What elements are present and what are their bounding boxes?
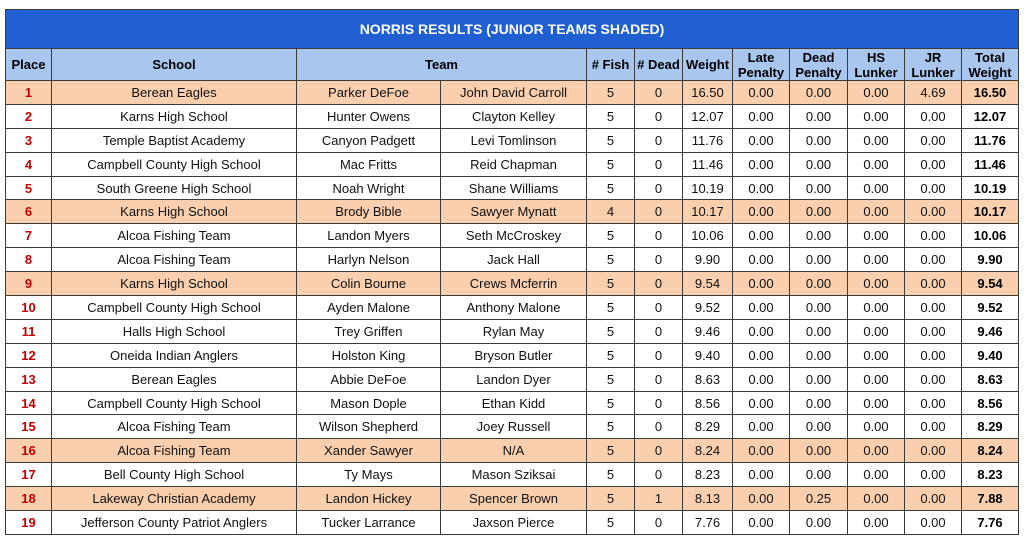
cell-dead-penalty: 0.00 [790, 272, 848, 296]
cell-angler-2: Shane Williams [441, 176, 587, 200]
cell-place: 17 [6, 463, 52, 487]
cell-weight: 9.52 [683, 296, 733, 320]
header-weight: Weight [683, 49, 733, 81]
cell-dead-penalty: 0.00 [790, 511, 848, 535]
cell-hs-lunker: 0.00 [848, 200, 905, 224]
cell-dead: 0 [635, 176, 683, 200]
cell-hs-lunker: 0.00 [848, 248, 905, 272]
cell-angler-2: Rylan May [441, 319, 587, 343]
cell-late-penalty: 0.00 [733, 415, 790, 439]
cell-angler-2: Sawyer Mynatt [441, 200, 587, 224]
cell-angler-2: John David Carroll [441, 81, 587, 105]
cell-dead-penalty: 0.00 [790, 439, 848, 463]
cell-hs-lunker: 0.00 [848, 224, 905, 248]
cell-fish: 5 [587, 272, 635, 296]
cell-hs-lunker: 0.00 [848, 511, 905, 535]
cell-weight: 8.29 [683, 415, 733, 439]
cell-dead-penalty: 0.00 [790, 415, 848, 439]
results-table [5, 9, 1019, 535]
table-row [6, 463, 1019, 487]
cell-school: Karns High School [52, 104, 297, 128]
cell-school: Oneida Indian Anglers [52, 343, 297, 367]
cell-fish: 5 [587, 224, 635, 248]
cell-school: Karns High School [52, 272, 297, 296]
cell-hs-lunker: 0.00 [848, 319, 905, 343]
cell-place: 19 [6, 511, 52, 535]
header-school: School [52, 49, 297, 81]
cell-late-penalty: 0.00 [733, 439, 790, 463]
cell-weight: 11.76 [683, 128, 733, 152]
cell-fish: 5 [587, 511, 635, 535]
cell-weight: 12.07 [683, 104, 733, 128]
cell-place: 2 [6, 104, 52, 128]
cell-dead: 0 [635, 343, 683, 367]
cell-late-penalty: 0.00 [733, 487, 790, 511]
table-row [6, 152, 1019, 176]
cell-fish: 5 [587, 463, 635, 487]
table-row [6, 511, 1019, 535]
table-row [6, 200, 1019, 224]
cell-total-weight: 11.46 [962, 152, 1019, 176]
cell-dead: 0 [635, 272, 683, 296]
cell-dead-penalty: 0.00 [790, 224, 848, 248]
cell-dead: 0 [635, 200, 683, 224]
table-row [6, 391, 1019, 415]
cell-angler-2: Seth McCroskey [441, 224, 587, 248]
cell-late-penalty: 0.00 [733, 343, 790, 367]
cell-fish: 5 [587, 415, 635, 439]
cell-place: 18 [6, 487, 52, 511]
cell-late-penalty: 0.00 [733, 224, 790, 248]
cell-angler-1: Abbie DeFoe [297, 367, 441, 391]
cell-dead-penalty: 0.00 [790, 248, 848, 272]
cell-place: 14 [6, 391, 52, 415]
cell-school: Campbell County High School [52, 391, 297, 415]
table-row [6, 415, 1019, 439]
table-row [6, 319, 1019, 343]
cell-dead-penalty: 0.00 [790, 200, 848, 224]
cell-angler-2: Levi Tomlinson [441, 128, 587, 152]
cell-total-weight: 9.40 [962, 343, 1019, 367]
cell-fish: 5 [587, 104, 635, 128]
cell-school: Alcoa Fishing Team [52, 224, 297, 248]
table-row [6, 367, 1019, 391]
cell-school: Bell County High School [52, 463, 297, 487]
header-dead-penalty: Dead Penalty [790, 49, 848, 81]
cell-school: Berean Eagles [52, 81, 297, 105]
cell-fish: 5 [587, 176, 635, 200]
cell-total-weight: 16.50 [962, 81, 1019, 105]
cell-fish: 4 [587, 200, 635, 224]
cell-late-penalty: 0.00 [733, 152, 790, 176]
table-row [6, 296, 1019, 320]
cell-jr-lunker: 0.00 [905, 439, 962, 463]
cell-angler-2: Ethan Kidd [441, 391, 587, 415]
cell-dead-penalty: 0.00 [790, 104, 848, 128]
cell-jr-lunker: 0.00 [905, 176, 962, 200]
cell-school: Alcoa Fishing Team [52, 248, 297, 272]
cell-jr-lunker: 0.00 [905, 200, 962, 224]
cell-fish: 5 [587, 319, 635, 343]
cell-angler-2: Clayton Kelley [441, 104, 587, 128]
cell-total-weight: 10.19 [962, 176, 1019, 200]
cell-weight: 8.63 [683, 367, 733, 391]
cell-angler-1: Tucker Larrance [297, 511, 441, 535]
cell-total-weight: 12.07 [962, 104, 1019, 128]
cell-jr-lunker: 0.00 [905, 296, 962, 320]
cell-place: 16 [6, 439, 52, 463]
cell-angler-2: Jaxson Pierce [441, 511, 587, 535]
cell-dead: 0 [635, 415, 683, 439]
table-row [6, 224, 1019, 248]
cell-dead: 1 [635, 487, 683, 511]
cell-angler-1: Ty Mays [297, 463, 441, 487]
cell-angler-2: Reid Chapman [441, 152, 587, 176]
cell-jr-lunker: 0.00 [905, 511, 962, 535]
cell-total-weight: 8.29 [962, 415, 1019, 439]
cell-place: 1 [6, 81, 52, 105]
cell-angler-1: Landon Hickey [297, 487, 441, 511]
table-row [6, 81, 1019, 105]
cell-total-weight: 11.76 [962, 128, 1019, 152]
cell-dead: 0 [635, 224, 683, 248]
cell-fish: 5 [587, 248, 635, 272]
header-place: Place [6, 49, 52, 81]
cell-dead: 0 [635, 463, 683, 487]
cell-dead: 0 [635, 104, 683, 128]
cell-angler-2: Joey Russell [441, 415, 587, 439]
cell-fish: 5 [587, 296, 635, 320]
cell-weight: 10.17 [683, 200, 733, 224]
cell-weight: 16.50 [683, 81, 733, 105]
cell-total-weight: 7.88 [962, 487, 1019, 511]
cell-place: 11 [6, 319, 52, 343]
cell-place: 5 [6, 176, 52, 200]
cell-dead-penalty: 0.00 [790, 367, 848, 391]
cell-dead: 0 [635, 248, 683, 272]
cell-angler-2: Landon Dyer [441, 367, 587, 391]
cell-dead: 0 [635, 81, 683, 105]
cell-late-penalty: 0.00 [733, 176, 790, 200]
header-fish: # Fish [587, 49, 635, 81]
table-row [6, 248, 1019, 272]
header-late-penalty: Late Penalty [733, 49, 790, 81]
cell-jr-lunker: 0.00 [905, 463, 962, 487]
cell-angler-1: Landon Myers [297, 224, 441, 248]
cell-late-penalty: 0.00 [733, 391, 790, 415]
cell-place: 6 [6, 200, 52, 224]
results-sheet [5, 9, 1018, 535]
cell-angler-1: Brody Bible [297, 200, 441, 224]
cell-total-weight: 9.54 [962, 272, 1019, 296]
cell-hs-lunker: 0.00 [848, 128, 905, 152]
cell-late-penalty: 0.00 [733, 272, 790, 296]
cell-hs-lunker: 0.00 [848, 367, 905, 391]
cell-jr-lunker: 0.00 [905, 224, 962, 248]
cell-weight: 9.54 [683, 272, 733, 296]
cell-angler-1: Mac Fritts [297, 152, 441, 176]
table-row [6, 128, 1019, 152]
cell-late-penalty: 0.00 [733, 81, 790, 105]
cell-school: Jefferson County Patriot Anglers [52, 511, 297, 535]
cell-jr-lunker: 4.69 [905, 81, 962, 105]
cell-hs-lunker: 0.00 [848, 391, 905, 415]
cell-hs-lunker: 0.00 [848, 176, 905, 200]
cell-dead-penalty: 0.00 [790, 463, 848, 487]
table-row [6, 176, 1019, 200]
cell-place: 13 [6, 367, 52, 391]
cell-dead: 0 [635, 128, 683, 152]
cell-hs-lunker: 0.00 [848, 296, 905, 320]
cell-total-weight: 9.52 [962, 296, 1019, 320]
cell-angler-1: Xander Sawyer [297, 439, 441, 463]
cell-weight: 11.46 [683, 152, 733, 176]
cell-hs-lunker: 0.00 [848, 152, 905, 176]
cell-school: Lakeway Christian Academy [52, 487, 297, 511]
cell-place: 3 [6, 128, 52, 152]
cell-late-penalty: 0.00 [733, 463, 790, 487]
cell-total-weight: 10.17 [962, 200, 1019, 224]
cell-fish: 5 [587, 152, 635, 176]
cell-total-weight: 10.06 [962, 224, 1019, 248]
cell-jr-lunker: 0.00 [905, 391, 962, 415]
cell-angler-2: Crews Mcferrin [441, 272, 587, 296]
results-body [6, 81, 1019, 535]
cell-jr-lunker: 0.00 [905, 152, 962, 176]
cell-total-weight: 8.63 [962, 367, 1019, 391]
cell-dead: 0 [635, 511, 683, 535]
cell-angler-2: N/A [441, 439, 587, 463]
cell-fish: 5 [587, 367, 635, 391]
cell-angler-1: Colin Bourne [297, 272, 441, 296]
cell-school: Campbell County High School [52, 152, 297, 176]
cell-angler-2: Bryson Butler [441, 343, 587, 367]
cell-total-weight: 8.56 [962, 391, 1019, 415]
cell-dead-penalty: 0.00 [790, 391, 848, 415]
cell-total-weight: 9.46 [962, 319, 1019, 343]
header-row [6, 49, 1019, 81]
table-row [6, 272, 1019, 296]
table-row [6, 439, 1019, 463]
header-dead: # Dead [635, 49, 683, 81]
header-hs-lunker: HS Lunker [848, 49, 905, 81]
cell-jr-lunker: 0.00 [905, 128, 962, 152]
cell-fish: 5 [587, 391, 635, 415]
cell-weight: 10.19 [683, 176, 733, 200]
cell-hs-lunker: 0.00 [848, 81, 905, 105]
cell-jr-lunker: 0.00 [905, 367, 962, 391]
cell-weight: 9.90 [683, 248, 733, 272]
cell-jr-lunker: 0.00 [905, 104, 962, 128]
cell-total-weight: 8.23 [962, 463, 1019, 487]
cell-jr-lunker: 0.00 [905, 319, 962, 343]
cell-hs-lunker: 0.00 [848, 463, 905, 487]
cell-place: 10 [6, 296, 52, 320]
cell-school: South Greene High School [52, 176, 297, 200]
cell-dead-penalty: 0.00 [790, 343, 848, 367]
cell-dead: 0 [635, 152, 683, 176]
cell-hs-lunker: 0.00 [848, 343, 905, 367]
cell-jr-lunker: 0.00 [905, 272, 962, 296]
cell-angler-1: Hunter Owens [297, 104, 441, 128]
cell-fish: 5 [587, 439, 635, 463]
cell-dead: 0 [635, 319, 683, 343]
cell-dead-penalty: 0.00 [790, 128, 848, 152]
cell-angler-2: Jack Hall [441, 248, 587, 272]
cell-angler-1: Parker DeFoe [297, 81, 441, 105]
cell-dead: 0 [635, 439, 683, 463]
header-team: Team [297, 49, 587, 81]
cell-dead-penalty: 0.00 [790, 152, 848, 176]
cell-place: 4 [6, 152, 52, 176]
table-row [6, 487, 1019, 511]
cell-weight: 10.06 [683, 224, 733, 248]
cell-late-penalty: 0.00 [733, 248, 790, 272]
cell-angler-1: Mason Dople [297, 391, 441, 415]
cell-dead-penalty: 0.25 [790, 487, 848, 511]
cell-jr-lunker: 0.00 [905, 487, 962, 511]
cell-hs-lunker: 0.00 [848, 487, 905, 511]
cell-school: Campbell County High School [52, 296, 297, 320]
cell-jr-lunker: 0.00 [905, 248, 962, 272]
cell-angler-1: Wilson Shepherd [297, 415, 441, 439]
cell-angler-2: Anthony Malone [441, 296, 587, 320]
cell-place: 12 [6, 343, 52, 367]
cell-weight: 8.23 [683, 463, 733, 487]
cell-dead-penalty: 0.00 [790, 319, 848, 343]
cell-school: Alcoa Fishing Team [52, 439, 297, 463]
cell-angler-1: Trey Griffen [297, 319, 441, 343]
cell-dead-penalty: 0.00 [790, 81, 848, 105]
cell-dead: 0 [635, 296, 683, 320]
cell-late-penalty: 0.00 [733, 296, 790, 320]
cell-place: 9 [6, 272, 52, 296]
cell-angler-1: Ayden Malone [297, 296, 441, 320]
cell-hs-lunker: 0.00 [848, 439, 905, 463]
cell-hs-lunker: 0.00 [848, 104, 905, 128]
cell-late-penalty: 0.00 [733, 200, 790, 224]
cell-late-penalty: 0.00 [733, 367, 790, 391]
cell-school: Karns High School [52, 200, 297, 224]
cell-angler-1: Holston King [297, 343, 441, 367]
cell-hs-lunker: 0.00 [848, 415, 905, 439]
cell-late-penalty: 0.00 [733, 128, 790, 152]
cell-angler-1: Noah Wright [297, 176, 441, 200]
cell-dead-penalty: 0.00 [790, 296, 848, 320]
cell-total-weight: 7.76 [962, 511, 1019, 535]
cell-jr-lunker: 0.00 [905, 343, 962, 367]
cell-weight: 8.24 [683, 439, 733, 463]
cell-weight: 8.13 [683, 487, 733, 511]
header-total-weight: Total Weight [962, 49, 1019, 81]
cell-angler-1: Canyon Padgett [297, 128, 441, 152]
cell-school: Halls High School [52, 319, 297, 343]
cell-angler-2: Mason Sziksai [441, 463, 587, 487]
cell-dead: 0 [635, 367, 683, 391]
cell-dead-penalty: 0.00 [790, 176, 848, 200]
cell-angler-2: Spencer Brown [441, 487, 587, 511]
cell-weight: 9.40 [683, 343, 733, 367]
cell-weight: 8.56 [683, 391, 733, 415]
cell-hs-lunker: 0.00 [848, 272, 905, 296]
cell-school: Temple Baptist Academy [52, 128, 297, 152]
table-row [6, 104, 1019, 128]
cell-total-weight: 8.24 [962, 439, 1019, 463]
cell-fish: 5 [587, 487, 635, 511]
cell-place: 7 [6, 224, 52, 248]
cell-place: 8 [6, 248, 52, 272]
table-row [6, 343, 1019, 367]
cell-fish: 5 [587, 128, 635, 152]
cell-school: Alcoa Fishing Team [52, 415, 297, 439]
cell-jr-lunker: 0.00 [905, 415, 962, 439]
table-title: NORRIS RESULTS (JUNIOR TEAMS SHADED) [6, 10, 1019, 49]
cell-dead: 0 [635, 391, 683, 415]
cell-place: 15 [6, 415, 52, 439]
cell-total-weight: 9.90 [962, 248, 1019, 272]
cell-weight: 7.76 [683, 511, 733, 535]
cell-late-penalty: 0.00 [733, 104, 790, 128]
cell-school: Berean Eagles [52, 367, 297, 391]
header-jr-lunker: JR Lunker [905, 49, 962, 81]
cell-fish: 5 [587, 343, 635, 367]
cell-fish: 5 [587, 81, 635, 105]
cell-weight: 9.46 [683, 319, 733, 343]
cell-angler-1: Harlyn Nelson [297, 248, 441, 272]
cell-late-penalty: 0.00 [733, 319, 790, 343]
cell-late-penalty: 0.00 [733, 511, 790, 535]
